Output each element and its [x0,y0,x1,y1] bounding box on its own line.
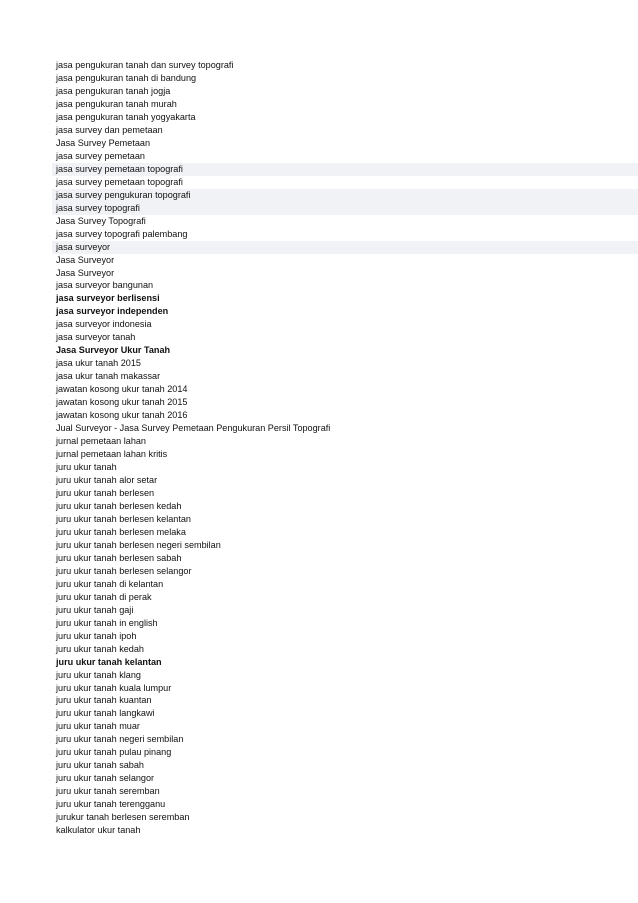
keyword-list-item: jurnal pemetaan lahan [56,436,146,447]
keyword-list-item: juru ukur tanah sabah [56,760,144,771]
keyword-list-item: juru ukur tanah berlesen kedah [56,500,182,511]
keyword-list-item: kalkulator ukur tanah [56,825,141,836]
keyword-list-item: juru ukur tanah terengganu [56,799,166,810]
keyword-list-item: juru ukur tanah di kelantan [56,578,164,589]
keyword-list-item: juru ukur tanah berlesen sabah [56,552,182,563]
keyword-list-item: Jasa Survey Pemetaan [56,137,151,148]
keyword-list-item: juru ukur tanah ipoh [56,630,137,641]
keyword-list-item: jawatan kosong ukur tanah 2016 [56,410,188,421]
keyword-list-item: jasa survey pemetaan topografi [56,176,183,187]
keyword-list-item: juru ukur tanah di perak [56,591,152,602]
keyword-list-item: juru ukur tanah berlesen kelantan [56,513,191,524]
keyword-list-item: juru ukur tanah alor setar [56,475,158,485]
keyword-list-item: juru ukur tanah berlesen selangor [56,565,192,576]
keyword-list-item: juru ukur tanah berlesen negeri sembilan [56,539,221,550]
keyword-list-item: juru ukur tanah seremban [56,786,160,797]
keyword-list-item: jurukur tanah berlesen seremban [56,812,190,823]
keyword-list-item: juru ukur tanah kuala lumpur [56,682,172,693]
keyword-list-item: juru ukur tanah berlesen [56,487,155,498]
keyword-list-item: juru ukur tanah pulau pinang [56,747,172,758]
keyword-list-item: jasa ukur tanah makassar [56,371,161,382]
keyword-list-item: juru ukur tanah negeri sembilan [56,734,184,745]
keyword-list-item: jasa pengukuran tanah murah [56,98,177,109]
keyword-list-item: jasa survey topografi palembang [56,228,188,239]
keyword-list-item: juru ukur tanah kelantan [56,656,162,667]
keyword-list-item: juru ukur tanah klang [56,669,141,680]
keyword-list-item: juru ukur tanah gaji [56,604,134,615]
keyword-list-item: jasa pengukuran tanah di bandung [56,72,197,83]
keyword-list-item: juru ukur tanah muar [56,721,140,732]
keyword-list-item: jasa pengukuran tanah yogyakarta [56,111,196,122]
keyword-list-item: jasa surveyor [52,241,638,254]
keyword-list-item: juru ukur tanah kuantan [56,695,152,706]
keyword-list-item: jawatan kosong ukur tanah 2015 [56,397,188,408]
keyword-list-item: juru ukur tanah in english [56,617,158,628]
keyword-list-item: juru ukur tanah [56,462,117,473]
keyword-list-item: jasa survey pemetaan [56,150,145,161]
keyword-list-item: jasa pengukuran tanah jogja [56,85,171,96]
keyword-list-item: jasa ukur tanah 2015 [56,358,141,369]
keyword-list-item: jawatan kosong ukur tanah 2014 [56,384,188,395]
keyword-list-item: jasa survey pengukuran topografi [52,189,638,202]
keyword-list-item: jasa surveyor berlisensi [56,293,160,304]
keyword-list-item: Jasa Surveyor [56,254,115,265]
keyword-list-item: jasa surveyor bangunan [56,280,154,291]
keyword-list-item: Jasa Surveyor [56,267,115,278]
keyword-list-item: juru ukur tanah kedah [56,643,144,654]
keyword-list-item: jasa survey pemetaan topografi [52,163,638,176]
keyword-list-item: jasa pengukuran tanah dan survey topografi [56,60,234,70]
keyword-list-item: juru ukur tanah langkawi [56,708,155,719]
keyword-list-item: Jasa Surveyor Ukur Tanah [56,345,171,356]
keyword-list-item: jasa survey topografi [52,202,638,215]
keyword-list-item: jasa surveyor indonesia [56,319,152,330]
keyword-list-item: Jasa Survey Topografi [56,215,146,226]
keyword-list-item: juru ukur tanah berlesen melaka [56,526,186,537]
keyword-list-item: jurnal pemetaan lahan kritis [56,449,168,460]
keyword-list-item: jasa surveyor independen [56,306,169,317]
keyword-list-item: juru ukur tanah selangor [56,773,155,784]
keyword-list [0,59,638,837]
keyword-list-item: Jual Surveyor - Jasa Survey Pemetaan Pengukuran Persil Topografi [56,423,331,434]
keyword-list-item: jasa surveyor tanah [56,332,136,343]
keyword-list-item: jasa survey dan pemetaan [56,124,163,135]
